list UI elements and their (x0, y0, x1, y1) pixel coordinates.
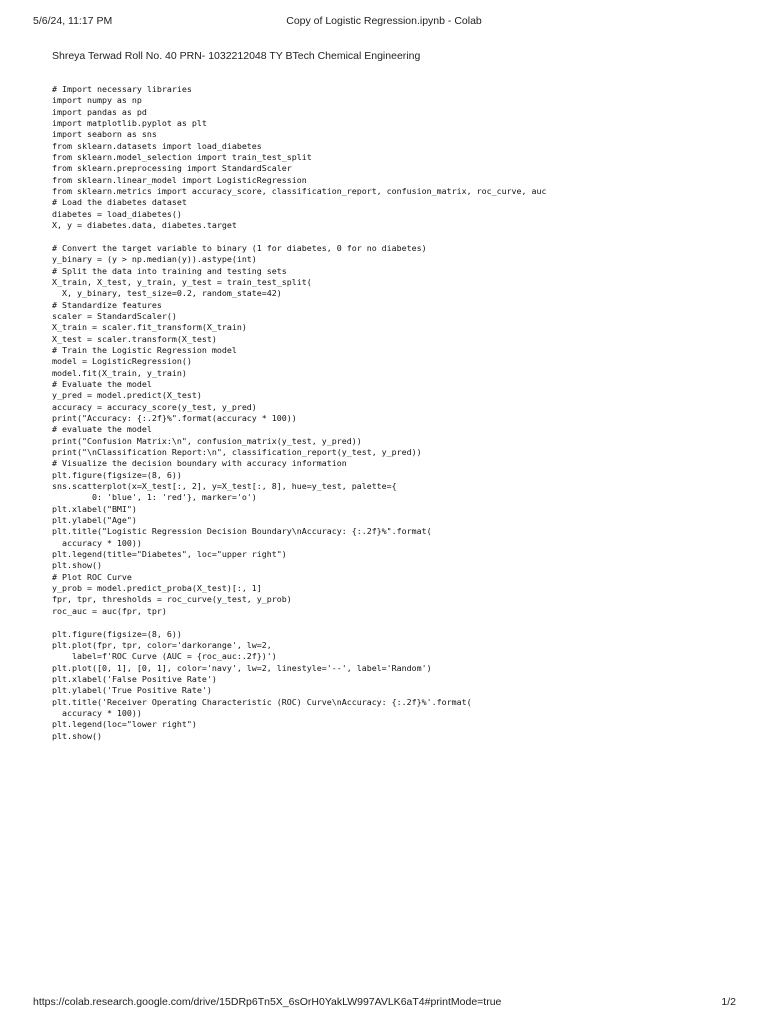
code-line: plt.show() (52, 560, 102, 571)
print-header (0, 15, 768, 31)
print-datetime: 5/6/24, 11:17 PM (33, 15, 113, 27)
code-line: from sklearn.linear_model import LogisticRegression (52, 174, 307, 185)
code-line: y_pred = model.predict(X_test) (52, 390, 202, 401)
document-title: Copy of Logistic Regression.ipynb - Colab (286, 15, 482, 27)
code-line: plt.xlabel('False Positive Rate') (52, 673, 217, 684)
code-line: y_binary = (y > np.median(y)).astype(int) (52, 254, 257, 265)
page-number: 1/2 (721, 996, 736, 1008)
author-line: Shreya Terwad Roll No. 40 PRN- 1032212048 TY BTech Chemical Engineering (52, 50, 421, 62)
code-line: plt.plot(fpr, tpr, color='darkorange', lw=2, (52, 639, 272, 650)
code-line: roc_auc = auc(fpr, tpr) (52, 605, 167, 616)
code-line: model = LogisticRegression() (52, 356, 192, 367)
code-line: X, y_binary, test_size=0.2, random_state=42) (52, 288, 282, 299)
code-line: # Train the Logistic Regression model (52, 344, 237, 355)
code-line: # Import necessary libraries (52, 84, 192, 94)
code-line: plt.show() (52, 730, 102, 741)
code-line: X_train, X_test, y_train, y_test = train_test_split( (52, 276, 312, 287)
code-line: 0: 'blue', 1: 'red'}, marker='o') (52, 492, 257, 503)
code-line: X, y = diabetes.data, diabetes.target (52, 220, 237, 231)
code-cell (52, 84, 742, 742)
code-line: y_prob = model.predict_proba(X_test)[:, 1] (52, 583, 262, 594)
code-line: # Plot ROC Curve (52, 571, 132, 582)
code-line: # Load the diabetes dataset (52, 197, 187, 208)
code-line: accuracy * 100)) (52, 537, 142, 548)
code-line: import numpy as np (52, 95, 142, 106)
code-line: plt.ylabel('True Positive Rate') (52, 685, 212, 696)
code-line: plt.plot([0, 1], [0, 1], color='navy', lw=2, linestyle='--', label='Random') (52, 662, 432, 673)
code-line: accuracy * 100)) (52, 707, 142, 718)
code-line: # Evaluate the model (52, 378, 152, 389)
code-line: import matplotlib.pyplot as plt (52, 118, 207, 129)
code-line: # Visualize the decision boundary with accuracy information (52, 458, 347, 469)
code-line: plt.ylabel("Age") (52, 515, 137, 526)
page-url: https://colab.research.google.com/drive/15DRp6Tn5X_6sOrH0YakLW997AVLK6aT4#printMode=true (33, 996, 502, 1008)
code-line: import pandas as pd (52, 106, 147, 117)
code-line: # Standardize features (52, 299, 162, 310)
code-line: # evaluate the model (52, 424, 152, 435)
print-footer (0, 996, 768, 1012)
code-line: sns.scatterplot(x=X_test[:, 2], y=X_test[:, 8], hue=y_test, palette={ (52, 481, 397, 492)
code-line: plt.title("Logistic Regression Decision Boundary\nAccuracy: {:.2f}%".format( (52, 526, 432, 537)
code-line: # Convert the target variable to binary (1 for diabetes, 0 for no diabetes) (52, 242, 427, 253)
code-line: scaler = StandardScaler() (52, 310, 177, 321)
code-line: diabetes = load_diabetes() (52, 208, 182, 219)
code-line: X_train = scaler.fit_transform(X_train) (52, 322, 247, 333)
code-line: from sklearn.datasets import load_diabetes (52, 140, 262, 151)
code-line: fpr, tpr, thresholds = roc_curve(y_test, y_prob) (52, 594, 292, 605)
code-line: label=f'ROC Curve (AUC = {roc_auc:.2f})') (52, 651, 277, 662)
code-line: plt.figure(figsize=(8, 6)) (52, 469, 182, 480)
code-line (52, 231, 742, 242)
code-line: plt.legend(title="Diabetes", loc="upper right") (52, 549, 287, 560)
code-line: plt.xlabel("BMI") (52, 503, 137, 514)
code-line: from sklearn.metrics import accuracy_score, classification_report, confusion_matrix, roc_curve, auc (52, 186, 547, 197)
code-line (52, 617, 742, 628)
code-line: accuracy = accuracy_score(y_test, y_pred) (52, 401, 257, 412)
code-line: print("\nClassification Report:\n", classification_report(y_test, y_pred)) (52, 447, 422, 457)
code-line: model.fit(X_train, y_train) (52, 367, 187, 378)
code-line: # Split the data into training and testing sets (52, 265, 287, 276)
code-line: print("Accuracy: {:.2f}%".format(accuracy * 100)) (52, 412, 297, 423)
code-line: from sklearn.model_selection import train_test_split (52, 152, 312, 163)
code-line: plt.title('Receiver Operating Characteristic (ROC) Curve\nAccuracy: {:.2f}%'.format( (52, 696, 472, 707)
code-line: plt.legend(loc="lower right") (52, 719, 197, 730)
code-line: plt.figure(figsize=(8, 6)) (52, 628, 182, 639)
code-line: import seaborn as sns (52, 129, 157, 140)
code-line: from sklearn.preprocessing import StandardScaler (52, 163, 292, 174)
code-line: X_test = scaler.transform(X_test) (52, 333, 217, 344)
code-line: print("Confusion Matrix:\n", confusion_matrix(y_test, y_pred)) (52, 435, 362, 446)
